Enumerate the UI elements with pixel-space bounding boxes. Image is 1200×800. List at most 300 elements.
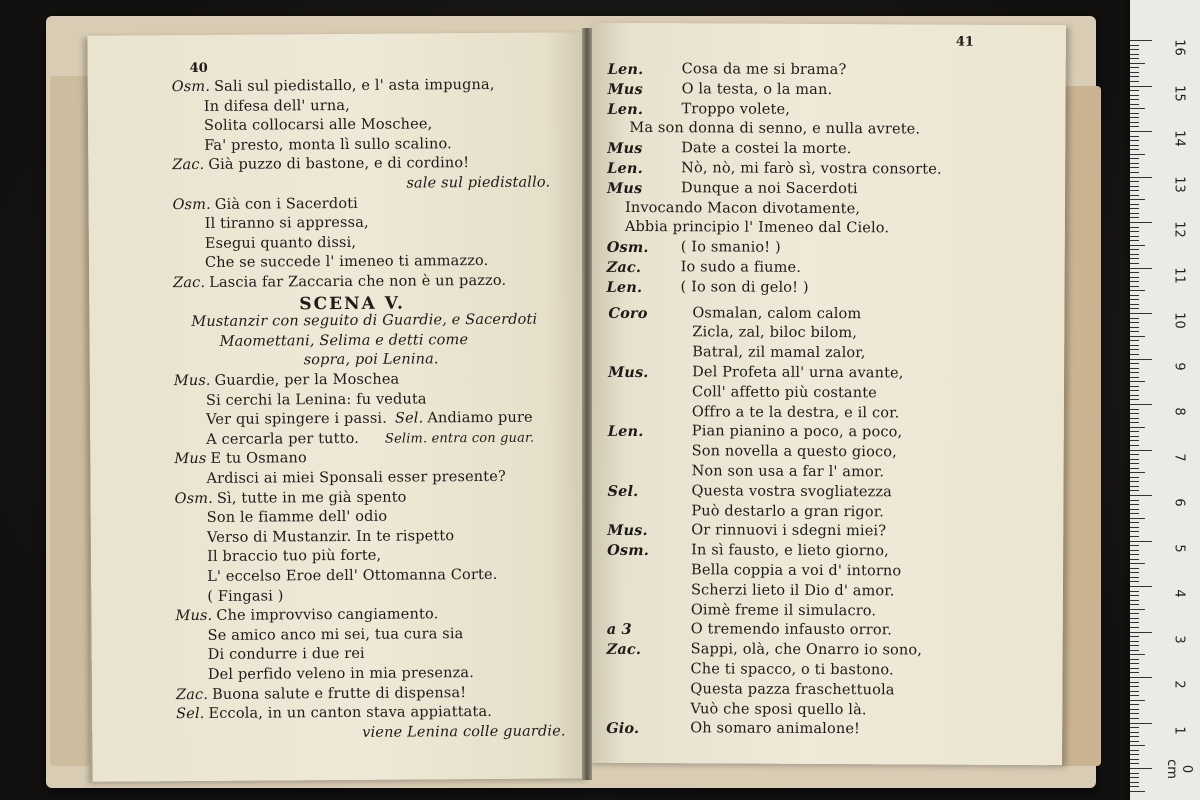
ruler-tick <box>1130 609 1145 610</box>
ruler-number: 3 <box>1171 634 1187 644</box>
verse-text: O tremendo infausto orror. <box>690 621 893 639</box>
ruler-tick <box>1130 600 1139 601</box>
ruler-tick <box>1130 422 1139 423</box>
ruler-tick <box>1130 108 1145 109</box>
ruler-tick <box>1130 595 1139 596</box>
speaker-label: Mus. <box>608 363 649 382</box>
verse-text: Ver qui spingere i passi. <box>206 410 388 429</box>
text-line <box>607 423 903 441</box>
text-line <box>207 548 381 565</box>
text-line <box>176 685 466 703</box>
text-line <box>606 278 809 296</box>
ruler-tick <box>1130 527 1139 528</box>
text-line <box>176 704 492 722</box>
text-line <box>172 155 469 173</box>
text-line <box>208 665 474 683</box>
ruler-tick <box>1130 768 1152 769</box>
text-line <box>304 352 439 369</box>
text-line <box>691 661 894 678</box>
ruler-tick <box>1130 190 1139 191</box>
verse-text: Fa' presto, monta lì sullo scalino. <box>204 136 452 154</box>
ruler-number: 0 cm <box>1164 759 1194 779</box>
speaker-label: Zac. <box>606 258 642 277</box>
ruler-tick <box>1130 281 1139 282</box>
ruler-tick <box>1130 372 1139 373</box>
text-line <box>692 344 865 361</box>
text-line <box>625 219 889 236</box>
verse-text: Abbia principio l' Imeneo dal Cielo. <box>624 219 890 237</box>
ruler-tick <box>1130 436 1139 437</box>
ruler-tick <box>1130 459 1139 460</box>
ruler-number: 10 <box>1171 312 1187 329</box>
ruler-tick <box>1130 477 1139 478</box>
ruler-number: 11 <box>1171 266 1187 284</box>
ruler-tick <box>1130 195 1139 196</box>
ruler-tick <box>1130 445 1139 446</box>
text-line <box>606 239 781 257</box>
ruler-number: 8 <box>1171 407 1187 416</box>
stage-direction: Selim. entra con guar. <box>384 430 535 447</box>
ruler-tick <box>1130 86 1152 87</box>
ruler-tick <box>1130 450 1152 451</box>
ruler-tick <box>1130 581 1139 582</box>
ruler-tick <box>1130 650 1139 651</box>
text-line <box>207 567 497 585</box>
ruler-tick <box>1130 686 1139 687</box>
verse-text: Sì, tutte in me già spento <box>216 489 407 507</box>
verse-text: Scherzi lieto il Dio d' amor. <box>690 582 895 600</box>
verse-text: Son le fiamme dell' odio <box>206 508 388 527</box>
ruler-tick <box>1130 536 1139 537</box>
verse-text: Io sudo a fiume. <box>680 259 802 276</box>
verse-text: SCENA V. <box>299 293 405 314</box>
text-line <box>692 443 897 460</box>
speaker-label: a 3 <box>606 621 632 639</box>
verse-text: Già puzzo di bastone, e di cordino! <box>208 155 470 174</box>
ruler-number: 14 <box>1171 130 1187 147</box>
ruler-tick <box>1130 304 1139 305</box>
speaker-label: Len. <box>607 423 644 441</box>
ruler-tick <box>1130 486 1139 487</box>
speaker-label: Osm. <box>172 196 211 213</box>
left-page <box>87 32 590 781</box>
ruler-tick <box>1130 713 1139 714</box>
ruler-tick <box>1130 531 1139 532</box>
text-line <box>173 195 358 212</box>
speaker-label: Mus <box>607 80 643 98</box>
verse-text: Or rinnuovi i sdegni miei? <box>691 522 887 540</box>
speaker-label: Sel. <box>607 482 639 500</box>
ruler-tick <box>1130 545 1139 546</box>
ruler-tick <box>1130 682 1139 683</box>
ruler-number: 15 <box>1171 84 1187 102</box>
ruler-tick <box>1130 700 1145 701</box>
ruler-tick <box>1130 777 1139 778</box>
verse-text: Andiamo pure <box>427 409 533 427</box>
ruler-tick <box>1130 63 1145 64</box>
ruler-tick <box>1130 659 1139 660</box>
ruler-tick <box>1130 763 1139 764</box>
ruler-tick <box>1130 641 1139 642</box>
text-line <box>607 140 852 158</box>
verse-text: Guardie, per la Moschea <box>214 371 400 389</box>
ruler-tick <box>1130 308 1139 309</box>
ruler-tick <box>1130 49 1139 50</box>
ruler-tick <box>1130 186 1139 187</box>
text-line <box>607 179 858 197</box>
ruler-tick <box>1130 377 1139 378</box>
verse-text: Batral, zil mamal zalor, <box>692 344 866 362</box>
text-line <box>607 80 833 98</box>
ruler-tick <box>1130 736 1139 737</box>
verse-text: Che ti spacco, o ti bastono. <box>690 661 894 679</box>
verse-text: sopra, poi Lenina. <box>303 351 439 369</box>
ruler-tick <box>1130 217 1139 218</box>
verse-text: Verso di Mustanzir. In te rispetto <box>206 527 455 546</box>
verse-text: Si cerchi la Lenina: fu veduta <box>205 390 427 409</box>
speaker-label: Zac. <box>175 686 209 703</box>
ruler-number: 9 <box>1171 361 1187 371</box>
speaker-label: Osm. <box>606 239 649 257</box>
text-line <box>606 641 923 659</box>
ruler-tick <box>1130 732 1139 733</box>
ruler-tick <box>1130 227 1139 228</box>
ruler-tick <box>1130 145 1139 146</box>
ruler-tick <box>1130 668 1139 669</box>
ruler-tick <box>1130 40 1152 41</box>
text-line <box>204 117 432 135</box>
verse-text: Questa pazza fraschettuola <box>690 681 895 699</box>
ruler-tick <box>1130 172 1139 173</box>
text-line <box>206 429 534 447</box>
ruler-number: 5 <box>1171 543 1187 553</box>
ruler-tick <box>1130 554 1139 555</box>
ruler-tick <box>1130 313 1152 314</box>
text-line <box>692 463 885 480</box>
ruler-tick <box>1130 563 1145 564</box>
speaker-label: Sel. <box>176 706 205 723</box>
text-line <box>406 175 550 192</box>
verse-text: Coll' affetto più costante <box>691 384 877 402</box>
ruler-tick <box>1130 704 1139 705</box>
verse-text: Ma son donna di senno, e nulla avrete. <box>629 120 921 138</box>
speaker-label: Sel. <box>394 410 424 427</box>
ruler-tick <box>1130 336 1145 337</box>
verse-text: Il tiranno si appressa, <box>204 214 369 233</box>
ruler-tick <box>1130 677 1152 678</box>
text-line <box>625 200 860 217</box>
ruler-tick <box>1130 268 1152 269</box>
ruler-tick <box>1130 691 1139 692</box>
verse-text: Solita collocarsi alle Moschee, <box>203 116 433 135</box>
text-line <box>607 542 889 560</box>
verse-text: Sali sul piedistallo, e l' asta impugna, <box>214 76 495 95</box>
text-line <box>691 503 884 520</box>
ruler-tick <box>1130 413 1139 414</box>
ruler-tick <box>1130 345 1139 346</box>
ruler-tick <box>1130 58 1139 59</box>
text-line <box>174 372 400 390</box>
ruler-tick <box>1130 90 1139 91</box>
verse-text: Esegui quanto dissi, <box>204 234 357 252</box>
text-line <box>692 384 877 401</box>
ruler-tick <box>1130 695 1139 696</box>
text-line <box>205 253 489 271</box>
text-line <box>175 489 407 507</box>
ruler-tick <box>1130 295 1139 296</box>
ruler-tick <box>1130 222 1152 223</box>
ruler-tick <box>1130 454 1139 455</box>
ruler-tick <box>1130 572 1139 573</box>
ruler-tick <box>1130 613 1139 614</box>
ruler-tick <box>1130 349 1139 350</box>
text-line <box>208 626 464 644</box>
ruler-tick <box>1130 272 1139 273</box>
text-line <box>219 332 468 350</box>
speaker-label: Gio. <box>606 720 640 738</box>
verse-text: O la testa, o la man. <box>681 81 833 98</box>
ruler-tick <box>1130 472 1145 473</box>
ruler-tick <box>1130 727 1139 728</box>
verse-text: Lascia far Zaccaria che non è un pazzo. <box>209 272 507 291</box>
ruler-tick <box>1130 759 1139 760</box>
ruler-tick <box>1130 604 1139 605</box>
speaker-label: Osm. <box>607 542 650 560</box>
ruler-tick <box>1130 463 1139 464</box>
text-line <box>205 215 369 232</box>
text-line <box>690 701 866 718</box>
ruler-tick <box>1130 399 1139 400</box>
verse-text: sale sul piedistallo. <box>406 174 551 192</box>
ruler-tick <box>1130 140 1139 141</box>
text-line <box>207 528 454 546</box>
ruler-tick <box>1130 331 1139 332</box>
verse-text: Offro a te la destra, e il cor. <box>691 403 900 421</box>
ruler-tick <box>1130 440 1139 441</box>
ruler-tick <box>1130 231 1139 232</box>
verse-text: Ardisci ai miei Sponsali esser presente? <box>206 468 506 487</box>
right-page <box>586 23 1066 765</box>
ruler-tick <box>1130 632 1152 633</box>
text-line <box>207 588 283 605</box>
ruler-tick <box>1130 126 1139 127</box>
verse-text: Bella coppia a voi d' intorno <box>691 562 902 580</box>
text-line <box>691 602 876 619</box>
verse-text: Dunque a noi Sacerdoti <box>681 180 858 197</box>
ruler-tick <box>1130 181 1139 182</box>
ruler-tick <box>1130 163 1139 164</box>
ruler-tick <box>1130 568 1139 569</box>
text-line <box>629 120 920 138</box>
verse-text: Troppo volete, <box>681 100 791 118</box>
verse-text: Pian pianino a poco, a poco, <box>691 423 903 441</box>
verse-text: Son novella a questo gioco, <box>691 443 897 461</box>
ruler-tick <box>1130 386 1139 387</box>
verse-text: Può destarlo a gran rigor. <box>691 502 885 520</box>
book-gutter <box>582 28 592 780</box>
verse-text: Questa vostra svogliatezza <box>691 483 893 501</box>
ruler-tick <box>1130 513 1139 514</box>
text-line <box>206 410 533 428</box>
ruler-number: 6 <box>1171 498 1187 507</box>
speaker-label: Zac. <box>606 641 642 659</box>
ruler-tick <box>1130 213 1139 214</box>
text-line <box>175 606 438 624</box>
ruler-tick <box>1130 663 1139 664</box>
verse-text: Del Profeta all' urna avante, <box>692 364 904 382</box>
ruler-tick <box>1130 490 1139 491</box>
text-line <box>690 681 894 698</box>
ruler-tick <box>1130 504 1139 505</box>
verse-text: Non son usa a far l' amor. <box>691 463 885 481</box>
ruler-tick <box>1130 81 1139 82</box>
verse-text: Se amico anco mi sei, tua cura sia <box>207 625 464 644</box>
text-line <box>205 235 356 252</box>
ruler-tick <box>1130 577 1139 578</box>
page-number-right: 41 <box>955 34 974 50</box>
text-line <box>692 404 900 421</box>
verse-text: Sappi, olà, che Onarro io sono, <box>690 641 923 659</box>
ruler-tick <box>1130 481 1139 482</box>
verse-text: viene Lenina colle guardie. <box>362 723 566 741</box>
verse-text: Oh somaro animalone! <box>690 720 861 738</box>
verse-text: ( Fingasi ) <box>207 587 284 605</box>
ruler-number: 4 <box>1171 589 1187 598</box>
text-line <box>174 451 307 468</box>
verse-text: In sì fausto, e lieto giorno, <box>691 542 889 560</box>
text-line <box>691 582 895 599</box>
text-line <box>606 258 802 277</box>
verse-text: Eccola, in un canton stava appiattata. <box>208 704 493 723</box>
text-line <box>606 720 861 738</box>
ruler-tick <box>1130 381 1145 382</box>
ruler-tick <box>1130 404 1152 405</box>
ruler-tick <box>1130 76 1139 77</box>
ruler-tick <box>1130 204 1139 205</box>
verse-text: A cercarla per tutto. <box>206 430 360 448</box>
speaker-label: Coro <box>608 304 648 322</box>
ruler-tick <box>1130 559 1139 560</box>
ruler-tick <box>1130 509 1139 510</box>
ruler-tick <box>1130 591 1139 592</box>
ruler-number: 12 <box>1171 221 1187 238</box>
ruler-tick <box>1130 199 1145 200</box>
text-line <box>204 98 350 115</box>
speaker-label: Mus. <box>173 372 211 390</box>
speaker-label: Osm. <box>174 490 213 507</box>
text-line <box>207 509 388 526</box>
text-line <box>362 723 565 740</box>
ruler-tick <box>1130 541 1152 542</box>
speaker-label: Mus. <box>607 522 648 540</box>
ruler-tick <box>1130 167 1139 168</box>
ruler-number: 13 <box>1171 175 1187 193</box>
text-line <box>172 77 495 95</box>
page-number-left: 40 <box>189 60 208 77</box>
text-line <box>191 312 537 330</box>
verse-text: Cosa da me si brama? <box>681 61 847 79</box>
verse-text: Buona salute e frutte di dispensa! <box>212 684 467 703</box>
cover-edge-left <box>50 76 90 766</box>
ruler-tick <box>1130 468 1139 469</box>
ruler-tick <box>1130 618 1139 619</box>
text-line <box>204 136 452 154</box>
verse-text: Vuò che sposi quello là. <box>690 700 867 718</box>
verse-text: Zicla, zal, biloc bilom, <box>692 324 858 342</box>
verse-text: ( Io son di gelo! ) <box>680 279 809 296</box>
ruler-tick <box>1130 158 1139 159</box>
ruler-tick <box>1130 245 1145 246</box>
text-line <box>691 562 901 579</box>
speaker-label: Mus <box>174 451 207 468</box>
ruler-tick <box>1130 318 1139 319</box>
text-line <box>206 391 427 409</box>
verse-text: Del perfido veleno in mia presenza. <box>207 665 474 683</box>
verse-text: Che se succede l' imeneo ti ammazzo. <box>204 253 489 272</box>
text-line <box>607 100 791 118</box>
ruler-number: 16 <box>1171 39 1187 56</box>
verse-text: ( Io smanio! ) <box>680 239 781 256</box>
text-line <box>208 646 365 663</box>
ruler-tick <box>1130 786 1139 787</box>
speaker-label: Zac. <box>173 274 206 292</box>
text-line <box>608 304 862 322</box>
speaker-label: Mus. <box>175 608 213 625</box>
verse-text: Osmalan, calom calom <box>692 304 862 322</box>
verse-text: Date a costei la morte. <box>681 140 852 158</box>
verse-text: E tu Osmano <box>210 450 307 468</box>
text-line <box>206 469 506 487</box>
ruler-tick <box>1130 136 1139 137</box>
ruler-tick <box>1130 495 1152 496</box>
ruler-tick <box>1130 177 1152 178</box>
speaker-label: Len. <box>606 278 643 296</box>
ruler-tick <box>1130 122 1139 123</box>
ruler-tick <box>1130 113 1139 114</box>
ruler-tick <box>1130 149 1139 150</box>
verse-text: Oimè freme il simulacro. <box>690 601 877 619</box>
ruler-tick <box>1130 750 1139 751</box>
ruler-tick <box>1130 104 1139 105</box>
text-line <box>607 159 942 178</box>
ruler-tick <box>1130 718 1139 719</box>
ruler-tick <box>1130 322 1139 323</box>
ruler-tick <box>1130 286 1139 287</box>
ruler-tick <box>1130 359 1152 360</box>
ruler-tick <box>1130 290 1145 291</box>
ruler-tick <box>1130 431 1139 432</box>
ruler-tick <box>1130 354 1139 355</box>
verse-text: Maomettani, Selima e detti come <box>219 331 469 350</box>
ruler-tick <box>1130 236 1139 237</box>
speaker-label: Len. <box>607 100 644 118</box>
text-line <box>607 482 893 501</box>
verse-text: Invocando Macon divotamente, <box>624 199 861 217</box>
ruler-tick <box>1130 645 1139 646</box>
text-line <box>607 522 887 540</box>
verse-text: Già con i Sacerdoti <box>214 195 358 213</box>
ruler-tick <box>1130 522 1139 523</box>
ruler-tick <box>1130 95 1139 96</box>
ruler-tick <box>1130 586 1152 587</box>
ruler-tick <box>1130 518 1145 519</box>
ruler-tick <box>1130 741 1139 742</box>
ruler-tick <box>1130 550 1139 551</box>
text-line <box>173 273 506 291</box>
ruler-tick <box>1130 340 1139 341</box>
verse-text: Mustanzir con seguito di Guardie, e Sacerdoti <box>191 311 538 331</box>
speaker-label: Len. <box>607 60 644 79</box>
